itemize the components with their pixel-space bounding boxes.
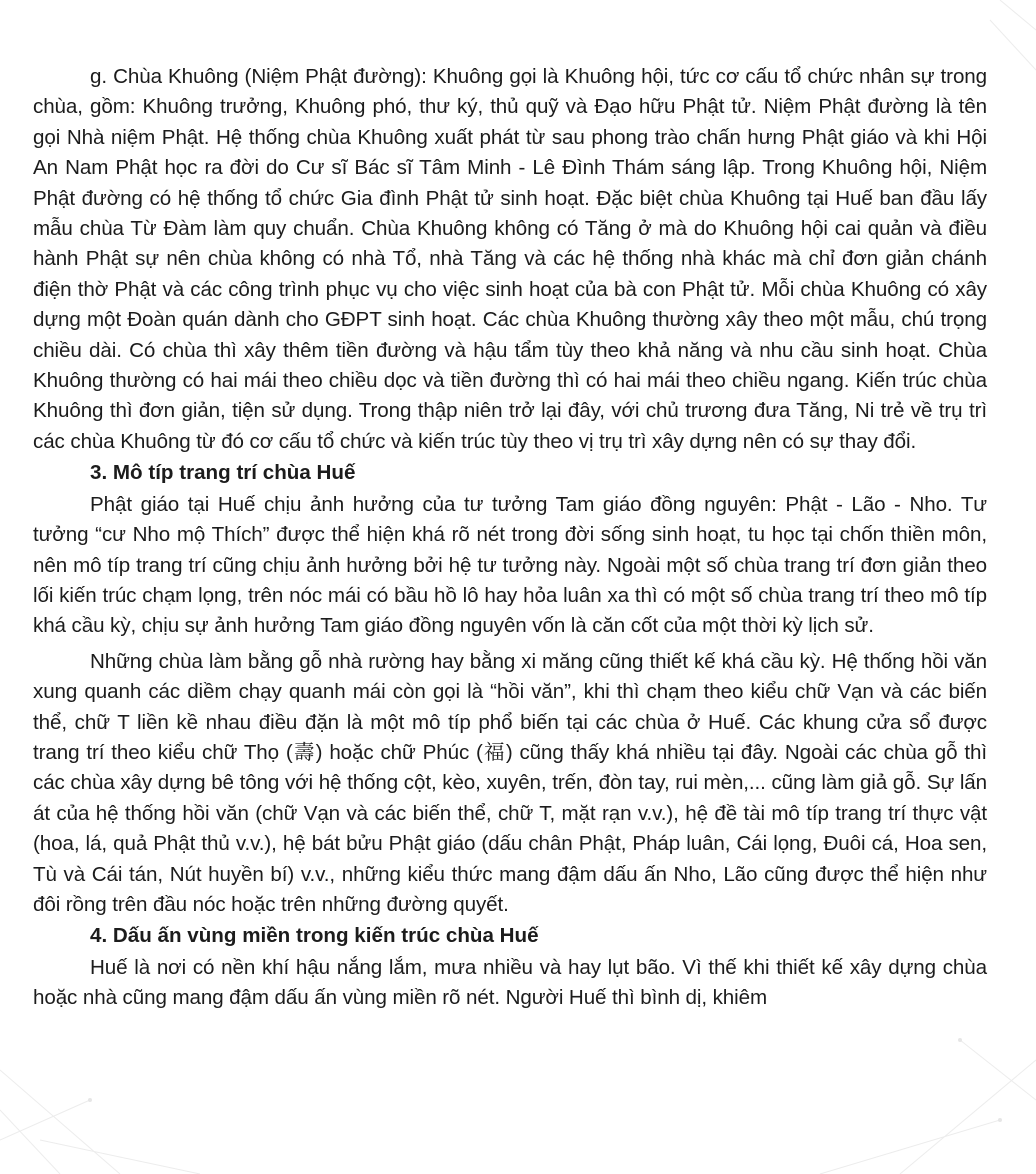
section-3-paragraph-1: Phật giáo tại Huế chịu ảnh hưởng của tư tưởng Tam giáo đồng nguyên: Phật - Lão - Nho. Tư tưởng “cư Nho mộ Thích” được thể hiện khá rõ nét trong đời sống sinh hoạt, tu học tại chốn thiền môn, nên mô típ trang trí cũng chịu ảnh hưởng bởi hệ tư tưởng này. Ngoài một số chùa trang trí đơn giản theo lối kiến trúc chạm lọng, trên nóc mái có bầu hồ lô hay hỏa luân xa thì có một số chùa trang trí theo mô típ khá cầu kỳ, chịu sự ảnh hưởng Tam giáo đồng nguyên vốn là căn cốt của một thời kỳ lịch sử. xyxy=(33,492,987,638)
section-4-heading: 4. Dấu ấn vùng miền trong kiến trúc chùa Huế xyxy=(90,924,539,948)
document-page xyxy=(33,62,987,1014)
paragraph-chua-khuong: g. Chùa Khuông (Niệm Phật đường): Khuông gọi là Khuông hội, tức cơ cấu tổ chức nhân sự trong chùa, gồm: Khuông trưởng, Khuông phó, thư ký, thủ quỹ và Đạo hữu Phật tử. Niệm Phật đường là tên gọi Nhà niệm Phật. Hệ thống chùa Khuông xuất phát từ sau phong trào chấn hưng Phật giáo và khi Hội An Nam Phật học ra đời do Cư sĩ Bác sĩ Tâm Minh - Lê Đình Thám sáng lập. Trong Khuông hội, Niệm Phật đường có hệ thống tổ chức Gia đình Phật tử sinh hoạt. Đặc biệt chùa Khuông tại Huế ban đầu lấy mẫu chùa Từ Đàm làm quy chuẩn. Chùa Khuông không có Tăng ở mà do Khuông hội cai quản và điều hành Phật sự nên chùa không có nhà Tổ, nhà Tăng và các hệ thống nhà khác mà chỉ đơn giản chánh điện thờ Phật và các công trình phục vụ cho việc sinh hoạt của bà con Phật tử. Mỗi chùa Khuông có xây dựng một Đoàn quán dành cho GĐPT sinh hoạt. Các chùa Khuông thường xây theo một mẫu, chú trọng chiều dài. Có chùa thì xây thêm tiền đường và hậu tẩm tùy theo khả năng và nhu cầu sinh hoạt. Chùa Khuông thường có hai mái theo chiều dọc và tiền đường thì có hai mái theo chiều ngang. Kiến trúc chùa Khuông thì đơn giản, tiện sử dụng. Trong thập niên trở lại đây, với chủ trương đưa Tăng, Ni trẻ về trụ trì các chùa Khuông từ đó cơ cấu tổ chức và kiến trúc tùy theo vị trụ trì xây dựng nên có sự thay đổi. xyxy=(33,65,987,453)
section-3-heading: 3. Mô típ trang trí chùa Huế xyxy=(90,461,356,485)
section-4-paragraph-1: Huế là nơi có nền khí hậu nắng lắm, mưa nhiều và hay lụt bão. Vì thế khi thiết kế xây dựng chùa hoặc nhà cũng mang đậm dấu ấn vùng miền rõ nét. Người Huế thì bình dị, khiêm xyxy=(33,955,987,1010)
section-3-paragraph-2: Những chùa làm bằng gỗ nhà rường hay bằng xi măng cũng thiết kế khá cầu kỳ. Hệ thống hồi văn xung quanh các diềm chạy quanh mái còn gọi là “hồi văn”, khi thì chạm theo kiểu chữ Vạn và các biến thể, chữ T liền kề nhau điều đặn là một mô típ phổ biến tại các chùa ở Huế. Các khung cửa sổ được trang trí theo kiểu chữ Thọ (壽) hoặc chữ Phúc (福) cũng thấy khá nhiều tại đây. Ngoài các chùa gỗ thì các chùa xây dựng bê tông với hệ thống cột, kèo, xuyên, trến, đòn tay, rui mèn,... cũng làm giả gỗ. Sự lấn át của hệ thống hồi văn (chữ Vạn và các biến thể, chữ T, mặt rạn v.v.), hệ đề tài mô típ trang trí thực vật (hoa, lá, quả Phật thủ v.v.), hệ bát bửu Phật giáo (dấu chân Phật, Pháp luân, Cái lọng, Đuôi cá, Hoa sen, Tù và Cái tán, Nút huyền bí) v.v., những kiểu thức mang đậm dấu ấn Nho, Lão cũng được thể hiện như đôi rồng trên đầu nóc hoặc trên những đường quyết. xyxy=(33,649,987,916)
